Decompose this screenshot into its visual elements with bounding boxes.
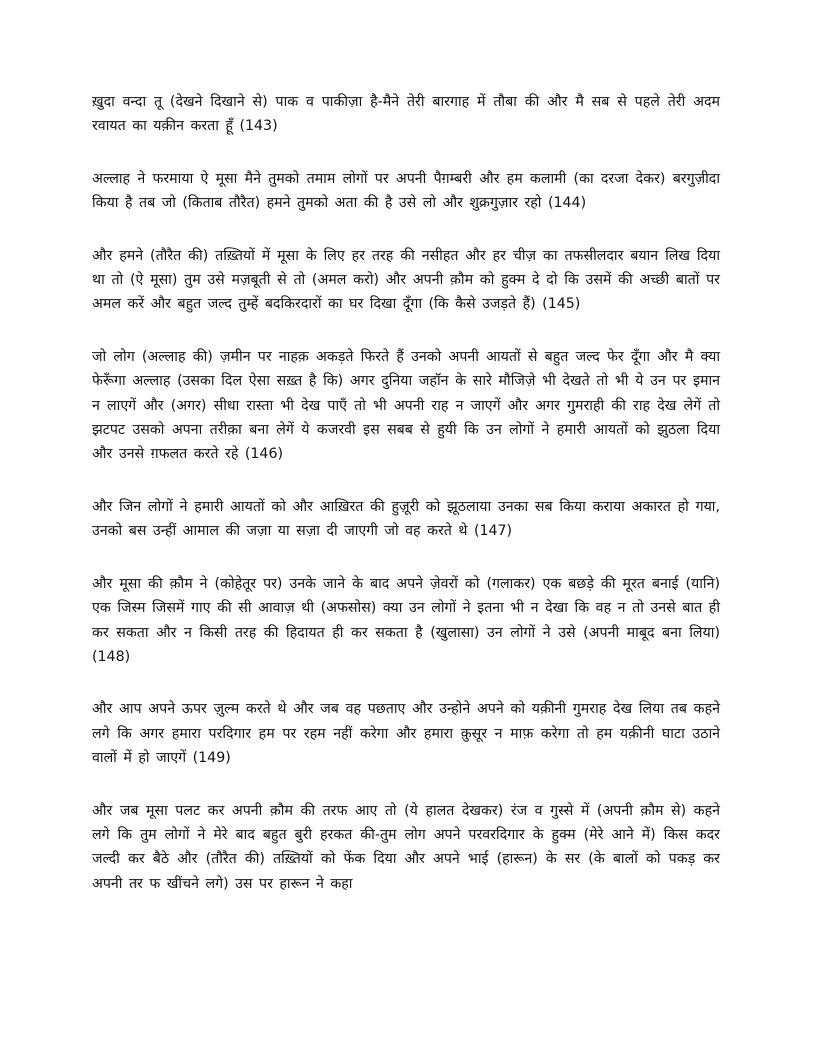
paragraph-verse-145: और हमने (तौरैत की) तख़्तियों में मूसा के लिए हर तरह की नसीहत और हर चीज़ का तफसीलदार बयान लिख दिया था तो (ऐ मूसा) तुम उसे मज़बूती से तो (अमल करो) और अपनी क़ौम को हुक्म दे दो कि उसमें की अच्छी बातों पर अमल करें और बहुत जल्द तुम्हें बदकिरदारों का घर दिखा दूँगा (कि कैसे उजड़ते हैं) (145) bbox=[92, 247, 720, 313]
paragraph-verse-150-partial: और जब मूसा पलट कर अपनी क़ौम की तरफ आए तो (ये हालत देखकर) रंज व गुस्से में (अपनी क़ौम से) कहने लगे कि तुम लोगों ने मेरे बाद बहुत बुरी हरकत की-तुम लोग अपने परवरदिगार के हुक्म (मेरे आने में) किस कदर जल्दी कर बैठे और (तौरैत की) तख़्तियों को फेंक दिया और अपने भाई (हारून) के सर (के बालों को पकड़ कर अपनी तर फ खींचने लगे) उस पर हारून ने कहा bbox=[92, 802, 720, 892]
paragraph-verse-147: और जिन लोगों ने हमारी आयतों को और आख़िरत की हुज़ूरी को झूठलाया उनका सब किया कराया अकारत हो गया, उनको बस उन्हीं आमाल की जज़ा या सज़ा दी जाएगी जो वह करते थे (147) bbox=[92, 498, 720, 540]
paragraph-verse-149: और आप अपने ऊपर ज़ुल्म करते थे और जब वह पछताए और उन्होने अपने को यक़ीनी गुमराह देख लिया तब कहने लगे कि अगर हमारा परदिगार हम पर रहम नहीं करेगा और हमारा क़ुसूर न माफ़ करेगा तो हम यक़ीनी घाटा उठाने वालों में हो जाएगें (149) bbox=[92, 701, 720, 767]
paragraph-verse-148: और मूसा की क़ौम ने (कोहेतूर पर) उनके जाने के बाद अपने ज़ेवरों को (गलाकर) एक बछड़े की मूरत बनाई (यानि) एक जिस्म जिसमें गाए की सी आवाज़ थी (अफसोस) क्या उन लोगों ने इतना भी न देखा कि वह न तो उनसे बात ही कर सकता और न किसी तरह की हिदायत ही कर सकता है (खुलासा) उन लोगों ने उसे (अपनी माबूद बना लिया) (148) bbox=[92, 575, 720, 665]
paragraph-verse-144: अल्लाह ने फरमाया ऐ मूसा मैने तुमको तमाम लोगों पर अपनी पैग़म्बरी और हम कलामी (का दरजा देकर) बरगुज़ीदा किया है तब जो (किताब तौरैत) हमने तुमको अता की है उसे लो और शुक्रगुज़ार रहो (144) bbox=[92, 170, 720, 212]
paragraph-verse-143: ख़ुदा वन्दा तू (देखने दिखाने से) पाक व पाकीज़ा है-मैने तेरी बारगाह में तौबा की और मै सब से पहले तेरी अदम रवायत का यक़ीन करता हूँ (143) bbox=[92, 94, 720, 135]
paragraph-verse-146: जो लोग (अल्लाह की) ज़मीन पर नाहक़ अकड़ते फिरते हैं उनको अपनी आयतों से बहुत जल्द फेर दूँगा और मै क्या फेरूँगा अल्लाह (उसका दिल ऐसा सख़्त है कि) अगर दुनिया जहॉन के सारे मौजिज़े भी देखते तो भी ये उन पर इमान न लाएगें और (अगर) सीधा रास्ता भी देख पाएँ तो भी अपनी राह न जाएगें और अगर गुमराही की राह देख लेगें तो झटपट उसको अपना तरीक़ा बना लेगें ये कजरवी इस सबब से हुयी कि उन लोगों ने हमारी आयतों को झुठला दिया और उनसे ग़फलत करते रहे (146) bbox=[92, 348, 720, 463]
